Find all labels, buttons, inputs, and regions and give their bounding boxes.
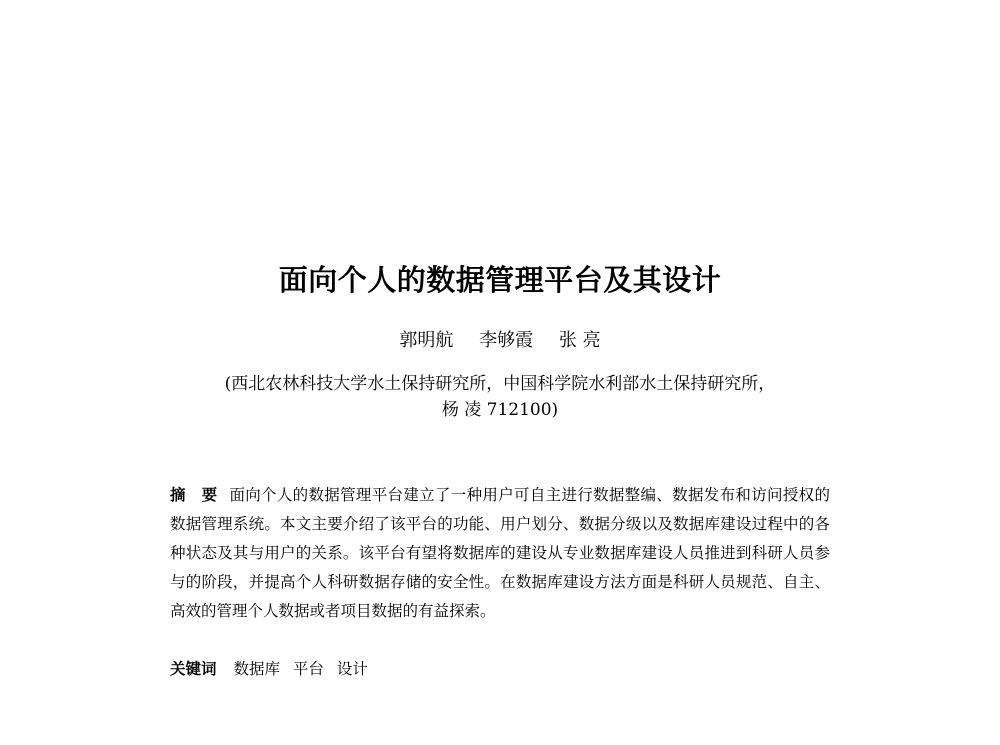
keyword: 设计	[336, 660, 368, 678]
abstract-label: 摘 要	[170, 486, 218, 504]
abstract	[170, 481, 830, 626]
author-name: 张 亮	[558, 330, 601, 351]
keyword: 平台	[292, 660, 324, 678]
author-name: 李够霞	[479, 330, 534, 351]
paper-title: 面向个人的数据管理平台及其设计	[278, 263, 722, 297]
affiliation	[130, 371, 870, 423]
affiliation-line: (西北农林科技大学水土保持研究所，中国科学院水利部水土保持研究所，	[224, 374, 776, 394]
keyword: 数据库	[233, 660, 280, 678]
affiliation-line: 杨 凌 712100)	[441, 400, 559, 420]
keywords	[170, 657, 830, 679]
author-list	[0, 326, 1000, 352]
author-name: 郭明航	[399, 330, 454, 351]
abstract-text: 面向个人的数据管理平台建立了一种用户可自主进行数据整编、数据发布和访问授权的数据管理系统。本文主要介绍了该平台的功能、用户划分、数据分级以及数据库建设过程中的各种状态及其与用户的关系。该平台有望将数据库的建设从专业数据库建设人员推进到科研人员参与的阶段，并提高个人科研数据存储的安全性。在数据库建设方法方面是科研人员规范、自主、高效的管理个人数据或者项目数据的有益探索。	[170, 486, 830, 620]
keywords-label: 关键词	[170, 660, 217, 678]
